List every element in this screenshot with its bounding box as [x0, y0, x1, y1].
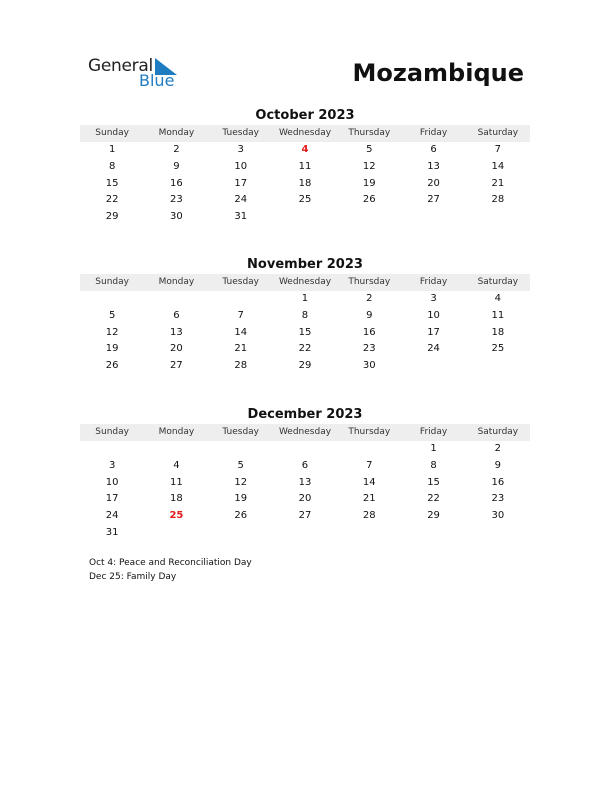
day-cell: [144, 525, 208, 542]
day-cell: [401, 358, 465, 375]
day-cell: 4: [301, 144, 309, 155]
day-cell: 5: [108, 309, 116, 321]
day-cell: 7: [366, 459, 373, 471]
day-cell: [273, 209, 337, 226]
day-grid: [80, 291, 530, 375]
weekday-label: Monday: [158, 277, 195, 287]
weekday-label: Sunday: [95, 277, 129, 287]
weekday-label: Sunday: [95, 128, 129, 138]
day-cell: 16: [170, 177, 183, 189]
day-cell: 2: [494, 443, 502, 454]
day-cell: 26: [362, 194, 376, 206]
day-grid: [80, 441, 530, 542]
day-cell: 15: [427, 476, 440, 488]
day-cell: 12: [105, 326, 119, 338]
day-cell: 16: [362, 326, 376, 338]
day-cell: 11: [170, 476, 183, 488]
country-title: Mozambique: [352, 59, 524, 87]
day-cell: [401, 209, 465, 226]
day-cell: 5: [366, 144, 373, 155]
month-october: [80, 107, 530, 226]
day-cell: 20: [427, 177, 440, 189]
day-cell: 11: [491, 309, 505, 321]
weekday-label: Thursday: [348, 128, 391, 138]
day-cell: 19: [105, 343, 119, 355]
day-cell: 14: [362, 476, 376, 488]
day-cell: 17: [234, 177, 248, 189]
day-cell: 29: [105, 211, 119, 223]
day-cell: 24: [105, 510, 119, 522]
day-cell: [80, 441, 144, 458]
day-cell: 18: [298, 177, 312, 189]
month-title: October 2023: [255, 108, 355, 123]
weekday-label: Tuesday: [222, 277, 260, 287]
day-cell: 29: [298, 360, 312, 372]
weekday-label: Wednesday: [278, 128, 332, 138]
weekday-header: [80, 125, 530, 142]
holiday-note: Oct 4: Peace and Reconciliation Day: [89, 558, 252, 568]
day-cell: 21: [362, 493, 376, 505]
day-cell: 3: [108, 459, 116, 471]
day-cell: 27: [170, 360, 183, 372]
day-cell: 10: [427, 309, 440, 321]
weekday-label: Saturday: [477, 277, 519, 287]
day-cell: 19: [234, 493, 248, 505]
day-cell: 18: [170, 493, 183, 505]
day-cell: 28: [234, 360, 248, 372]
weekday-label: Sunday: [95, 427, 129, 437]
day-cell: 11: [298, 160, 312, 172]
holiday-note: Dec 25: Family Day: [89, 572, 177, 582]
day-cell: 8: [301, 309, 309, 321]
day-cell: 13: [298, 476, 312, 488]
day-cell: 25: [169, 510, 184, 522]
month-title: December 2023: [247, 407, 363, 422]
day-cell: 9: [494, 459, 502, 471]
day-cell: 12: [234, 476, 248, 488]
day-cell: 13: [427, 160, 440, 172]
day-cell: 6: [430, 144, 437, 155]
day-cell: [209, 525, 273, 542]
weekday-label: Tuesday: [222, 427, 260, 437]
day-cell: 27: [298, 510, 312, 522]
day-cell: 31: [234, 211, 248, 223]
day-cell: 26: [234, 510, 248, 522]
day-cell: 20: [170, 343, 183, 355]
day-cell: 22: [427, 493, 440, 505]
day-cell: 6: [173, 309, 180, 321]
day-cell: 23: [362, 343, 376, 355]
weekday-header: [80, 274, 530, 291]
day-cell: 13: [170, 326, 183, 338]
day-cell: 22: [105, 194, 119, 206]
day-cell: 4: [494, 293, 502, 304]
day-cell: [337, 209, 401, 226]
weekday-label: Monday: [158, 427, 195, 437]
day-cell: 19: [362, 177, 376, 189]
day-cell: 10: [234, 160, 248, 172]
logo-text-general: General: [88, 56, 153, 76]
weekday-label: Monday: [158, 128, 195, 138]
day-cell: 3: [430, 293, 437, 304]
day-cell: [466, 525, 530, 542]
day-cell: [337, 441, 401, 458]
day-cell: 8: [430, 459, 437, 471]
weekday-label: Friday: [419, 128, 448, 138]
day-cell: [80, 291, 144, 308]
weekday-label: Saturday: [477, 427, 519, 437]
day-cell: [209, 291, 273, 308]
day-cell: 5: [237, 459, 244, 471]
weekday-label: Friday: [419, 277, 448, 287]
day-cell: 17: [427, 326, 440, 338]
weekday-label: Thursday: [348, 277, 391, 287]
day-cell: 9: [173, 160, 180, 172]
day-cell: 1: [108, 144, 116, 155]
weekday-label: Wednesday: [278, 427, 332, 437]
day-cell: 4: [173, 459, 180, 471]
day-cell: 30: [170, 211, 183, 223]
day-cell: 10: [105, 476, 119, 488]
day-cell: 21: [491, 177, 505, 189]
weekday-label: Saturday: [477, 128, 519, 138]
day-cell: 18: [491, 326, 505, 338]
day-cell: 8: [108, 160, 116, 172]
day-cell: 30: [491, 510, 505, 522]
day-cell: 15: [298, 326, 312, 338]
day-cell: 17: [105, 493, 119, 505]
day-cell: 14: [234, 326, 248, 338]
day-cell: 27: [427, 194, 440, 206]
day-cell: 28: [491, 194, 505, 206]
day-cell: [401, 525, 465, 542]
day-cell: [337, 525, 401, 542]
day-cell: 29: [427, 510, 440, 522]
day-cell: 9: [366, 309, 373, 321]
day-cell: 7: [237, 309, 244, 321]
day-cell: 24: [427, 343, 440, 355]
weekday-label: Wednesday: [278, 277, 332, 287]
day-cell: [273, 525, 337, 542]
weekday-header: [80, 424, 530, 441]
day-cell: [466, 358, 530, 375]
day-cell: 2: [366, 293, 373, 304]
day-cell: 16: [491, 476, 505, 488]
weekday-label: Tuesday: [222, 128, 260, 138]
day-cell: 24: [234, 194, 248, 206]
day-cell: 23: [170, 194, 183, 206]
day-cell: 7: [494, 144, 502, 155]
day-cell: 23: [491, 493, 505, 505]
month-december: [80, 406, 530, 542]
month-title: November 2023: [247, 257, 363, 272]
day-cell: 2: [173, 144, 180, 155]
day-cell: [144, 441, 208, 458]
holiday-notes: [89, 556, 252, 584]
day-cell: 14: [491, 160, 505, 172]
day-cell: 26: [105, 360, 119, 372]
day-cell: 30: [362, 360, 376, 372]
day-cell: 25: [298, 194, 312, 206]
day-cell: 20: [298, 493, 312, 505]
weekday-label: Friday: [419, 427, 448, 437]
day-cell: 6: [301, 459, 309, 471]
day-cell: 28: [362, 510, 376, 522]
day-cell: [209, 441, 273, 458]
logo-text-blue: Blue: [139, 71, 175, 90]
day-cell: 3: [237, 144, 244, 155]
day-cell: 31: [105, 526, 119, 538]
day-cell: 25: [491, 343, 505, 355]
day-cell: 22: [298, 343, 312, 355]
day-cell: 21: [234, 343, 248, 355]
generalblue-logo: [88, 56, 188, 92]
day-cell: [144, 291, 208, 308]
day-grid: [80, 142, 530, 226]
weekday-label: Thursday: [348, 427, 391, 437]
day-cell: 1: [301, 293, 309, 304]
month-november: [80, 256, 530, 375]
day-cell: 15: [105, 177, 119, 189]
day-cell: 1: [430, 443, 437, 454]
day-cell: [466, 209, 530, 226]
day-cell: [273, 441, 337, 458]
day-cell: 12: [362, 160, 376, 172]
